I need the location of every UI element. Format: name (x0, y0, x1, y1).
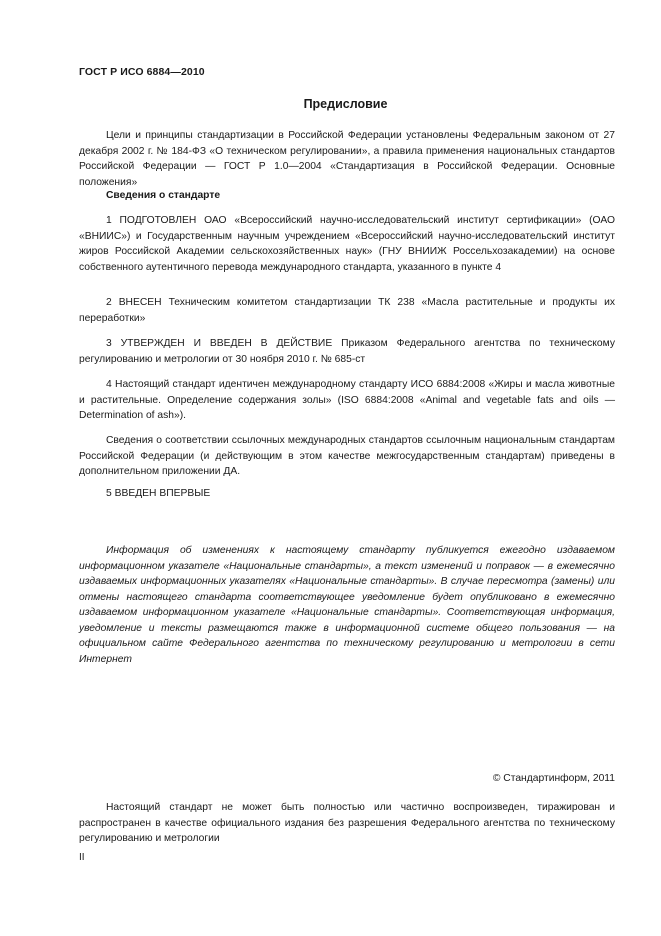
section-subheading: Сведения о стандарте (106, 190, 221, 201)
page-title: Предисловие (303, 97, 388, 111)
page-number: II (79, 852, 85, 863)
item-1-paragraph: 1 ПОДГОТОВЛЕН ОАО «Всероссийский научно-исследовательский институт сертификации» (ОАО «ВНИИС») и Государственным научным учреждением «Всероссийский научно-исследовательский институт жиров Российской Академии сельскохозяйственных наук» (ГНУ ВНИИЖ Россельхозакадемии) на основе собственного аутентичного перевода международного стандарта, указанного в пункте 4 (79, 215, 615, 273)
document-header: ГОСТ Р ИСО 6884—2010 (79, 66, 205, 78)
copyright-line: © Стандартинформ, 2011 (492, 773, 615, 784)
item-4-paragraph: 4 Настоящий стандарт идентичен международному стандарту ИСО 6884:2008 «Жиры и масла животные и растительные. Определение содержания золы» (ISO 6884:2008 «Animal and vegetable fats and oils — Determination of ash»). (79, 379, 615, 421)
references-paragraph: Сведения о соответствии ссылочных международных стандартов ссылочным национальным стандартам Российской Федерации (и действующим в этом качестве межгосударственным стандартам) приведены в дополнительном приложении ДА. (79, 435, 615, 477)
intro-paragraph: Цели и принципы стандартизации в Российской Федерации установлены Федеральным законом от 27 декабря 2002 г. № 184-ФЗ «О техническом регулировании», а правила применения национальных стандартов Российской Федерации — ГОСТ Р 1.0—2004 «Стандартизация в Российской Федерации. Основные положения» (79, 130, 615, 188)
item-5-paragraph: 5 ВВЕДЕН ВПЕРВЫЕ (106, 488, 211, 499)
item-3-paragraph: 3 УТВЕРЖДЕН И ВВЕДЕН В ДЕЙСТВИЕ Приказом Федерального агентства по техническому регулированию и метрологии от 30 ноября 2010 г. № 685-ст (79, 338, 615, 365)
rights-paragraph: Настоящий стандарт не может быть полностью или частично воспроизведен, тиражирован и распространен в качестве официального издания без разрешения Федерального агентства по техническому регулированию и метрологии (79, 802, 615, 844)
notice-paragraph: Информация об изменениях к настоящему стандарту публикуется ежегодно издаваемом информационном указателе «Национальные стандарты», а текст изменений и поправок — в ежемесячно издаваемых информационных указателях «Национальные стандарты». В случае пересмотра (замены) или отмены настоящего стандарта соответствующее уведомление будет опубликовано в ежемесячно издаваемом информационном указателе «Национальные стандарты». Соответствующая информация, уведомление и тексты размещаются также в информационной системе общего пользования — на официальном сайте Федерального агентства по техническому регулированию и метрологии в сети Интернет (79, 545, 615, 665)
item-2-paragraph: 2 ВНЕСЕН Техническим комитетом стандартизации ТК 238 «Масла растительные и продукты их переработки» (79, 297, 615, 324)
